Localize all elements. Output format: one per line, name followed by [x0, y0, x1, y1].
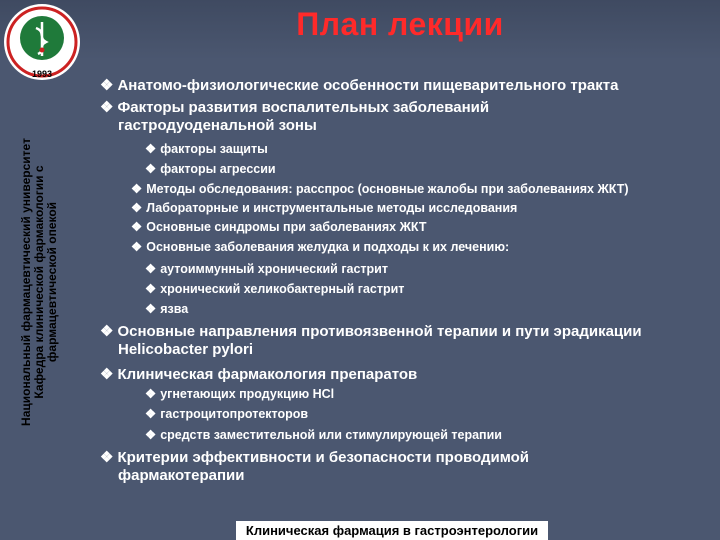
plan-item-text: Основные заболевания желудка и подходы к их лечению: — [146, 240, 510, 254]
plan-item-text: угнетающих продукцию HCl — [160, 387, 335, 401]
diamond-bullet-icon: ❖ — [145, 387, 157, 401]
plan-item-text: хронический хеликобактерный гастрит — [160, 282, 405, 296]
diamond-bullet-icon: ❖ — [145, 262, 157, 276]
plan-item-level-1 — [100, 323, 642, 359]
plan-item-text: фармакотерапии — [118, 467, 245, 484]
logo-year: 1993 — [31, 69, 53, 79]
diamond-bullet-icon: ❖ — [145, 142, 157, 156]
diamond-bullet-icon: ❖ — [131, 220, 143, 234]
plan-item-text: факторы агрессии — [160, 162, 276, 176]
plan-item-text: факторы защиты — [160, 142, 268, 156]
plan-item-level-3 — [145, 162, 276, 177]
diamond-bullet-icon: ❖ — [100, 77, 114, 94]
footer-caption: Клиническая фармация в гастроэнтерологии — [236, 521, 548, 540]
plan-item-level-3 — [145, 387, 334, 402]
plan-item-level-1 — [100, 449, 529, 485]
plan-item-level-2 — [131, 182, 629, 197]
plan-item-text: Факторы развития воспалительных заболеваний — [117, 99, 490, 116]
plan-item-level-3 — [145, 142, 268, 157]
plan-item-text: язва — [160, 302, 189, 316]
plan-item-text: Основные направления противоязвенной терапии и пути эрадикации — [117, 323, 642, 340]
diamond-bullet-icon: ❖ — [100, 449, 114, 466]
diamond-bullet-icon: ❖ — [145, 407, 157, 421]
diamond-bullet-icon: ❖ — [131, 201, 143, 215]
plan-item-text: гастроцитопротекторов — [160, 407, 309, 421]
plan-item-text: Анатомо-физиологические особенности пищеварительного тракта — [117, 77, 619, 94]
diamond-bullet-icon: ❖ — [131, 240, 143, 254]
diamond-bullet-icon: ❖ — [145, 428, 157, 442]
plan-item-level-1 — [100, 77, 618, 95]
plan-item-text: Критерии эффективности и безопасности проводимой — [117, 449, 530, 466]
plan-item-text: Основные синдромы при заболеваниях ЖКТ — [146, 220, 427, 234]
plan-item-level-1 — [100, 366, 417, 384]
plan-item-text: аутоиммунный хронический гастрит — [160, 262, 388, 276]
plan-item-text: средств заместительной или стимулирующей терапии — [160, 428, 502, 442]
vertical-institution-text — [20, 132, 59, 432]
diamond-bullet-icon: ❖ — [131, 182, 143, 196]
slide-title: План лекции — [296, 6, 504, 42]
diamond-bullet-icon: ❖ — [145, 162, 157, 176]
plan-item-level-3 — [145, 282, 404, 297]
plan-item-text: Helicobacter pylori — [118, 341, 254, 358]
plan-item-level-3 — [145, 407, 308, 422]
plan-item-text: Методы обследования: расспрос (основные жалобы при заболеваниях ЖКТ) — [146, 182, 629, 196]
vertical-line-1: Национальный фармацевтический университет — [19, 138, 33, 426]
plan-item-level-2 — [131, 220, 426, 235]
vertical-line-3: фармацевтической опекой — [45, 201, 59, 363]
diamond-bullet-icon: ❖ — [100, 323, 114, 340]
plan-item-level-1 — [100, 99, 489, 135]
diamond-bullet-icon: ❖ — [145, 302, 157, 316]
plan-item-level-3 — [145, 262, 388, 277]
plan-item-level-2 — [131, 240, 509, 255]
plan-item-level-3 — [145, 428, 502, 443]
plan-item-text: гастродуоденальной зоны — [118, 117, 317, 134]
university-logo — [2, 2, 82, 82]
diamond-bullet-icon: ❖ — [100, 99, 114, 116]
plan-item-text: Лабораторные и инструментальные методы исследования — [146, 201, 518, 215]
plan-item-text: Клиническая фармакология препаратов — [117, 366, 418, 383]
plan-item-level-2 — [131, 201, 517, 216]
plan-item-level-3 — [145, 302, 188, 317]
vertical-line-2: Кафедра клинической фармакологии с — [32, 165, 46, 399]
diamond-bullet-icon: ❖ — [145, 282, 157, 296]
diamond-bullet-icon: ❖ — [100, 366, 114, 383]
